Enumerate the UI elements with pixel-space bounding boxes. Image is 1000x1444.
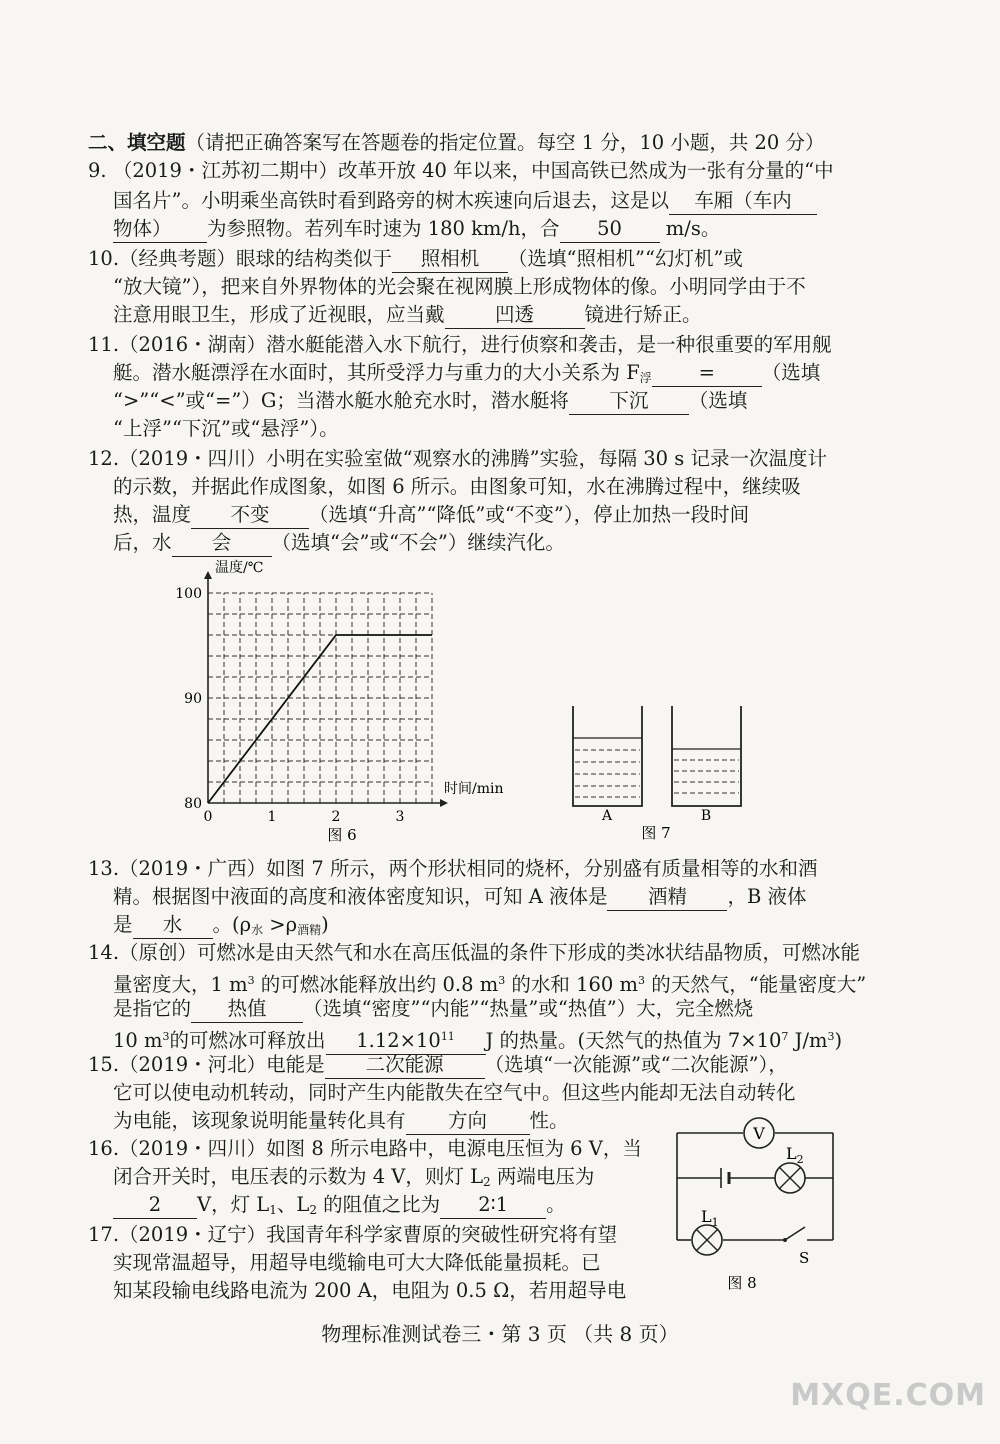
x-tick-label: 0: [203, 809, 213, 825]
answer-blank[interactable]: 照相机: [392, 246, 508, 273]
beaker-a: [573, 706, 642, 806]
lamp-l2: [775, 1144, 805, 1193]
svg-text:L2: $L_2$: [786, 1144, 804, 1166]
x-tick-label: 2: [331, 809, 341, 825]
answer-blank[interactable]: $1.12\times 10^{11}$: [326, 1024, 486, 1055]
answer-blank[interactable]: 车厢（车内: [669, 188, 817, 215]
q-number: 13.: [88, 857, 120, 880]
x-tick-label: 3: [395, 809, 405, 825]
beaker-a-label: A: [601, 808, 613, 824]
voltmeter: [744, 1118, 774, 1148]
q-number: 14.: [88, 941, 120, 964]
figure-caption: 图 6: [327, 826, 357, 844]
answer-blank[interactable]: 2: [113, 1192, 197, 1219]
page-footer: 物理标准测试卷三・第 3 页 （共 8 页）: [321, 1322, 679, 1346]
switch-s: [783, 1238, 809, 1267]
beaker-b-label: B: [700, 808, 712, 824]
q-number: 9.: [88, 159, 107, 182]
figure-7-beakers: [560, 700, 760, 845]
watermark: MXQE.COM: [790, 1378, 986, 1413]
answer-blank[interactable]: 2∶1: [440, 1192, 546, 1219]
x-tick-label: 1: [267, 809, 277, 825]
chart-grid: [208, 593, 432, 803]
answer-blank[interactable]: 方向: [406, 1108, 530, 1135]
y-tick-label: 80: [184, 796, 202, 812]
q-number: 10.: [88, 247, 120, 270]
switch-label: S: [799, 1249, 810, 1267]
chart-ticks: [175, 586, 404, 825]
voltmeter-label: V: [753, 1124, 765, 1143]
section-note: （请把正确答案写在答题卷的指定位置。每空 1 分，10 小题，共 20 分）: [185, 131, 825, 154]
answer-blank[interactable]: 会: [172, 530, 272, 557]
answer-blank[interactable]: 酒精: [607, 884, 727, 911]
q-number: 16.: [88, 1137, 120, 1160]
chart-axes: [204, 571, 448, 807]
lamp-l1: [692, 1207, 722, 1255]
x-axis-label: 时间/min: [444, 781, 504, 797]
q-number: 15.: [88, 1053, 120, 1076]
figure-caption: 图 7: [641, 824, 671, 842]
answer-blank[interactable]: 凹透: [445, 302, 585, 329]
answer-blank[interactable]: 下沉: [569, 388, 689, 415]
answer-blank[interactable]: 热值: [191, 996, 303, 1023]
answer-blank[interactable]: =: [652, 360, 762, 387]
answer-blank[interactable]: 二次能源: [325, 1052, 485, 1079]
y-tick-label: 100: [175, 586, 202, 602]
y-tick-label: 90: [184, 691, 202, 707]
section-header: [88, 130, 825, 156]
beaker-b: [672, 706, 741, 806]
q-number: 17.: [88, 1223, 120, 1246]
y-axis-arrow: [204, 571, 212, 579]
battery-icon: [721, 1168, 729, 1188]
q-number: 12.: [88, 447, 120, 470]
x-axis-arrow: [440, 799, 448, 807]
answer-blank[interactable]: 水: [133, 912, 213, 939]
figure-8-circuit: [665, 1115, 845, 1295]
svg-text:L1: $L_1$: [701, 1207, 719, 1229]
figure-caption: 图 8: [727, 1274, 757, 1292]
y-axis-label: 温度/℃: [215, 560, 264, 576]
answer-blank[interactable]: 物体）: [113, 216, 207, 243]
section-title: 二、填空题: [88, 131, 186, 154]
figure-6-temperature-chart: [160, 555, 530, 845]
q-number: 11.: [88, 333, 120, 356]
answer-blank[interactable]: 50: [560, 216, 660, 243]
answer-blank[interactable]: 不变: [191, 502, 309, 529]
